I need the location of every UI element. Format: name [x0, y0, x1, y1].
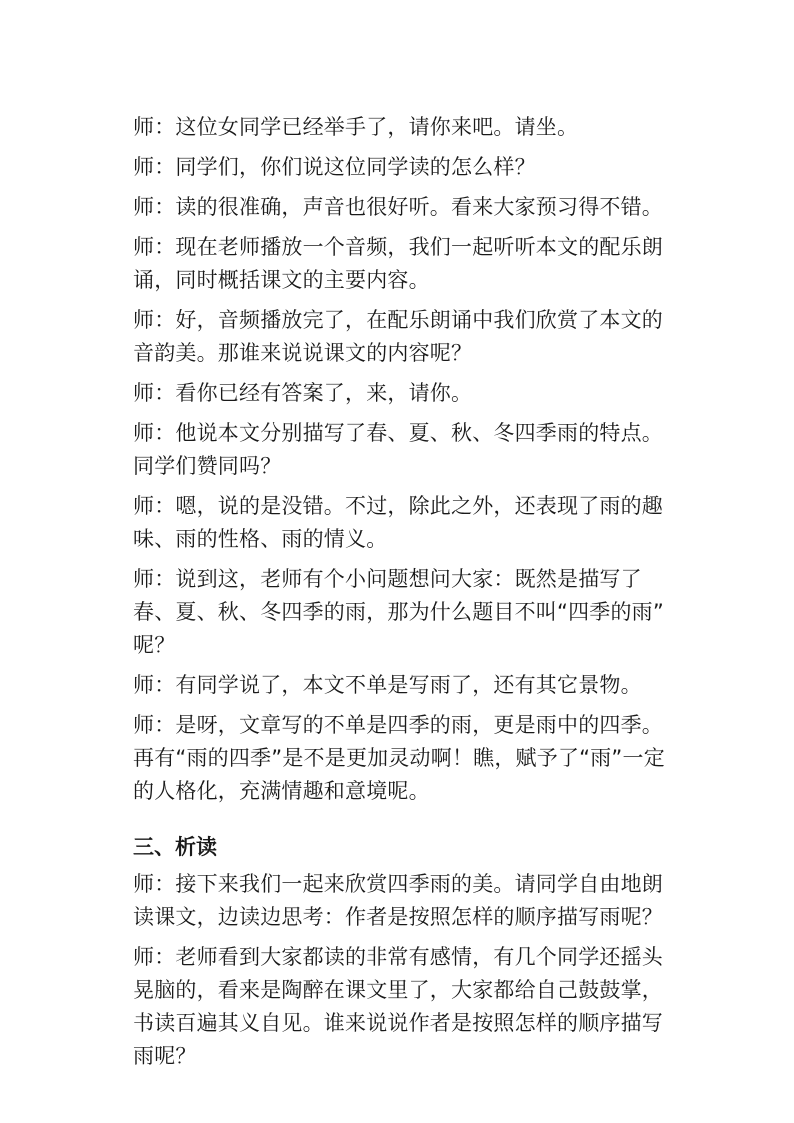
- text-line: 师：嗯，说的是没错。不过，除此之外，还表现了雨的趣: [133, 494, 663, 518]
- text-line: 味、雨的性格、雨的情义。: [133, 527, 388, 551]
- dialogue-paragraph: [133, 111, 733, 144]
- text-line: 师：是呀，文章写的不单是四季的雨，更是雨中的四季。: [133, 713, 663, 737]
- text-line: 师：有同学说了，本文不单是写雨了，还有其它景物。: [133, 673, 642, 697]
- text-line: 诵，同时概括课文的主要内容。: [133, 268, 430, 292]
- dialogue-paragraph: [133, 669, 733, 702]
- dialogue-paragraph: [133, 563, 733, 662]
- text-line: 音韵美。那谁来说说课文的内容呢？: [133, 341, 473, 365]
- dialogue-paragraph: [133, 868, 733, 934]
- text-line: 师：同学们，你们说这位同学读的怎么样？: [133, 155, 536, 179]
- dialogue-section-after: [133, 868, 733, 1073]
- text-line: 书读百遍其义自见。谁来说说作者是按照怎样的顺序描写: [133, 1011, 663, 1035]
- dialogue-paragraph: [133, 490, 733, 556]
- text-line: 的人格化，充满情趣和意境呢。: [133, 779, 430, 803]
- dialogue-paragraph: [133, 231, 733, 297]
- dialogue-paragraph: [133, 941, 733, 1073]
- text-line: 读课文，边读边思考：作者是按照怎样的顺序描写雨呢？: [133, 905, 663, 929]
- text-line: 师：这位女同学已经举手了，请你来吧。请坐。: [133, 115, 579, 139]
- text-line: 师：接下来我们一起来欣赏四季雨的美。请同学自由地朗: [133, 872, 663, 896]
- dialogue-paragraph: [133, 709, 733, 808]
- text-line: 师：他说本文分别描写了春、夏、秋、冬四季雨的特点。: [133, 421, 663, 445]
- text-line: 晃脑的，看来是陶醉在课文里了，大家都给自己鼓鼓掌，: [133, 978, 663, 1002]
- dialogue-section-before: [133, 111, 733, 808]
- dialogue-paragraph: [133, 417, 733, 483]
- text-line: 师：读的很准确，声音也很好听。看来大家预习得不错。: [133, 195, 663, 219]
- text-line: 呢？: [133, 633, 176, 657]
- section-heading: 三、析读: [133, 835, 217, 859]
- document-page: [133, 111, 733, 1080]
- text-line: 师：老师看到大家都读的非常有感情，有几个同学还摇头: [133, 945, 663, 969]
- dialogue-paragraph: [133, 377, 733, 410]
- text-line: 雨呢？: [133, 1044, 197, 1068]
- text-line: 再有“雨的四季”是不是更加灵动啊！瞧，赋予了“雨”一定: [133, 746, 665, 770]
- text-line: 春、夏、秋、冬四季的雨，那为什么题目不叫“四季的雨”: [133, 600, 664, 624]
- text-line: 师：现在老师播放一个音频，我们一起听听本文的配乐朗: [133, 235, 663, 259]
- dialogue-paragraph: [133, 191, 733, 224]
- text-line: 师：看你已经有答案了，来，请你。: [133, 381, 473, 405]
- dialogue-paragraph: [133, 151, 733, 184]
- text-line: 师：好，音频播放完了，在配乐朗诵中我们欣赏了本文的: [133, 308, 663, 332]
- text-line: 同学们赞同吗？: [133, 454, 282, 478]
- dialogue-paragraph: [133, 304, 733, 370]
- text-line: 师：说到这，老师有个小问题想问大家：既然是描写了: [133, 567, 642, 591]
